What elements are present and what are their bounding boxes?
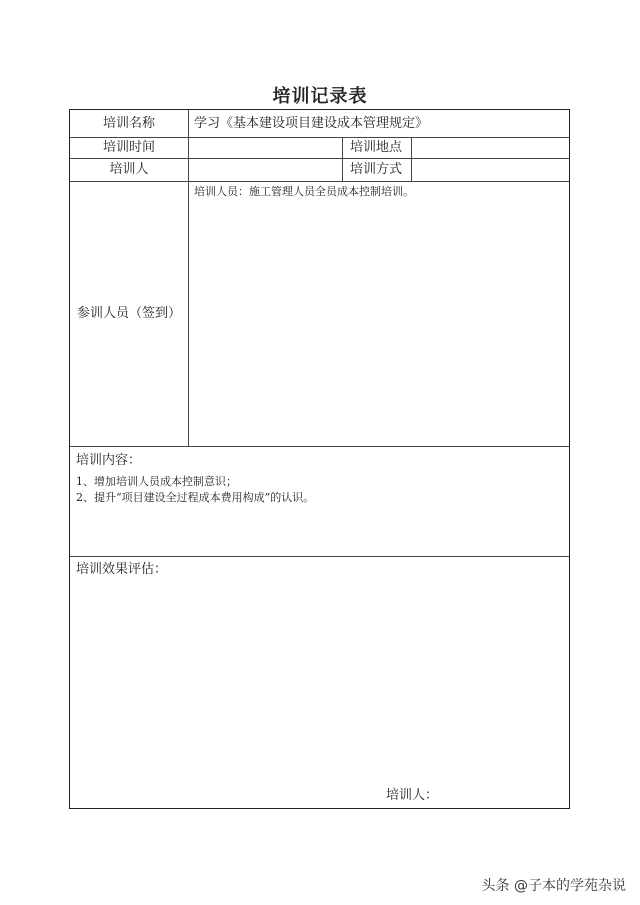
row-divider <box>70 556 569 557</box>
participants-label: 参训人员（签到） <box>76 306 181 321</box>
row-divider <box>70 137 569 138</box>
content-item: 1、增加培训人员成本控制意识； <box>76 475 237 488</box>
trainer-label: 培训人 <box>109 162 149 177</box>
row-divider <box>70 158 569 159</box>
training-place-label: 培训地点 <box>350 140 403 155</box>
column-divider <box>411 137 412 181</box>
row-divider <box>70 446 569 447</box>
training-time-label: 培训时间 <box>102 140 155 155</box>
watermark: 头条 @子本的学苑杂说 <box>481 878 626 894</box>
evaluation-heading: 培训效果评估： <box>76 562 168 577</box>
training-name-label: 培训名称 <box>102 116 155 131</box>
content-item: 2、提升“项目建设全过程成本费用构成”的认识。 <box>76 491 315 504</box>
training-name-value: 学习《基本建设项目建设成本管理规定》 <box>194 116 429 131</box>
column-divider <box>188 110 189 446</box>
content-heading: 培训内容： <box>76 453 142 468</box>
signature-label: 培训人： <box>386 788 439 803</box>
column-divider <box>342 137 343 181</box>
training-method-label: 培训方式 <box>350 162 403 177</box>
row-divider <box>70 181 569 182</box>
participants-value: 培训人员：施工管理人员全员成本控制培训。 <box>194 185 414 198</box>
form-title: 培训记录表 <box>272 86 368 107</box>
training-record-table <box>69 109 570 809</box>
